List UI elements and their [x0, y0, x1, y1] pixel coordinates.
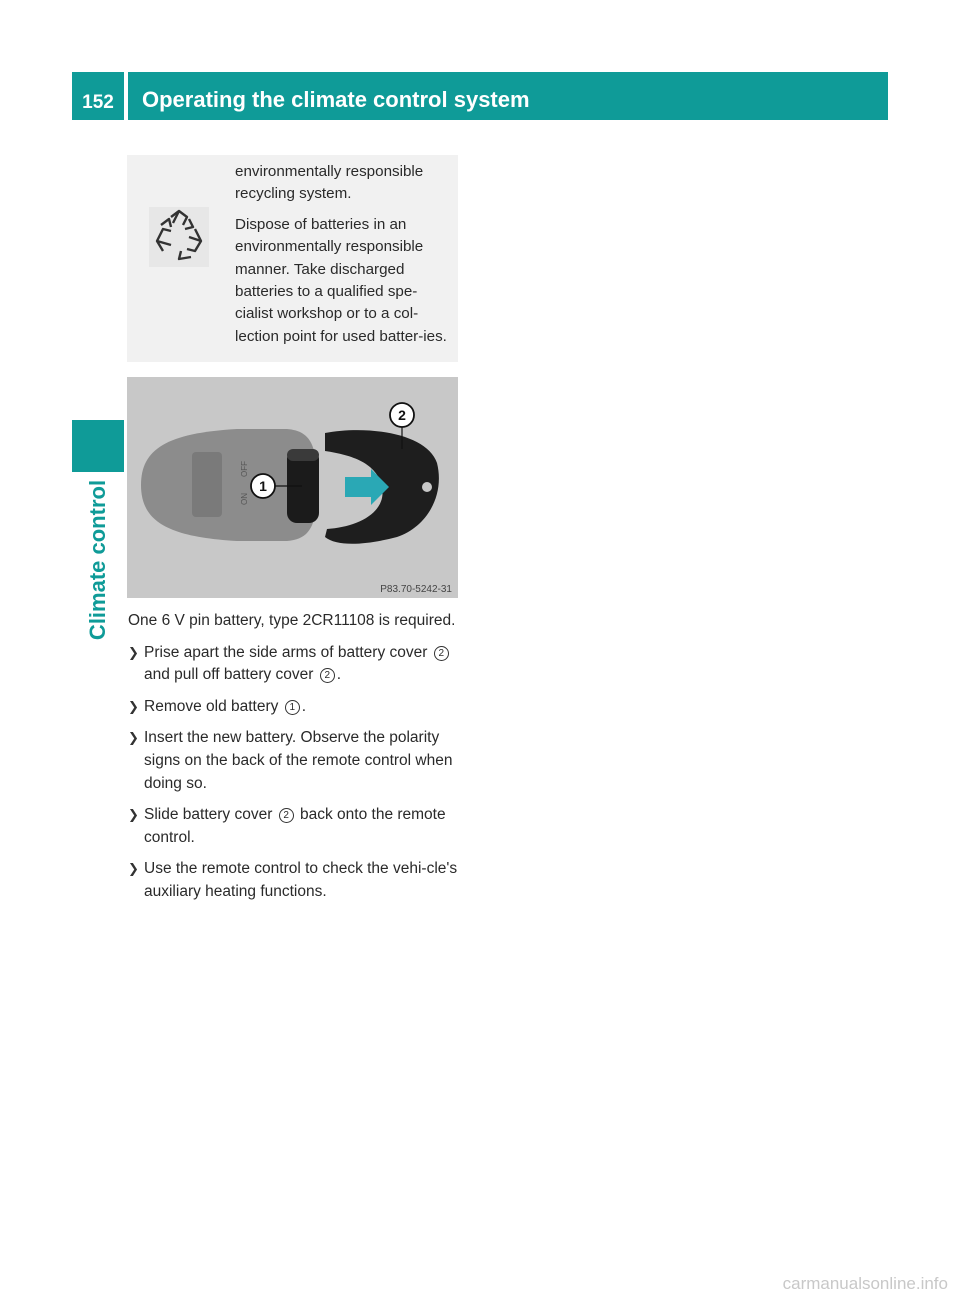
note-line-1: environmentally responsible recycling system.: [235, 163, 424, 203]
recycle-icon: [149, 207, 209, 267]
callout-ref-1: 1: [285, 700, 300, 715]
section-tab-label: Climate control: [85, 479, 110, 641]
step-arrow-icon: ❯: [128, 807, 139, 823]
page-number: 152: [72, 72, 124, 120]
page-title: Operating the climate control system: [128, 72, 888, 120]
watermark: carmanualsonline.info: [782, 1274, 948, 1293]
step-2: ❯ Remove old battery 1 .: [128, 696, 460, 719]
step-5: ❯ Use the remote control to check the vehi-cle's auxiliary heating functions.: [128, 860, 458, 900]
switch-off-label: OFF: [240, 461, 249, 477]
callout-1-text: 1: [259, 478, 267, 494]
instructions: [128, 610, 460, 913]
step-arrow-icon: ❯: [128, 698, 139, 714]
battery-figure: [127, 377, 458, 598]
recycling-note: [127, 155, 458, 362]
figure-code: P83.70-5242-31: [380, 584, 452, 595]
callout-ref-2: 2: [279, 808, 294, 823]
callout-ref-2: 2: [320, 668, 335, 683]
switch-on-label: ON: [240, 493, 249, 505]
section-tab-marker: [72, 420, 124, 472]
step-arrow-icon: ❯: [128, 730, 139, 746]
remote-window: [192, 452, 222, 517]
step-3: ❯ Insert the new battery. Observe the polarity signs on the back of the remote control when doing so.: [128, 729, 453, 792]
step-arrow-icon: ❯: [128, 644, 139, 660]
intro-text: One 6 V pin battery, type 2CR11108 is required.: [128, 612, 456, 629]
callout-2-text: 2: [398, 407, 406, 423]
step-arrow-icon: ❯: [128, 861, 139, 877]
step-1: ❯ Prise apart the side arms of battery cover 2 and pull off battery cover 2 .: [128, 642, 460, 687]
callout-ref-2: 2: [434, 646, 449, 661]
note-line-2: Dispose of batteries in an environmentally responsible manner. Take discharged batteries to a qualified spe-cialist workshop or to a col-lection point for used batter-ies.: [235, 215, 447, 345]
step-4: ❯ Slide battery cover 2 back onto the remote control.: [128, 806, 446, 846]
